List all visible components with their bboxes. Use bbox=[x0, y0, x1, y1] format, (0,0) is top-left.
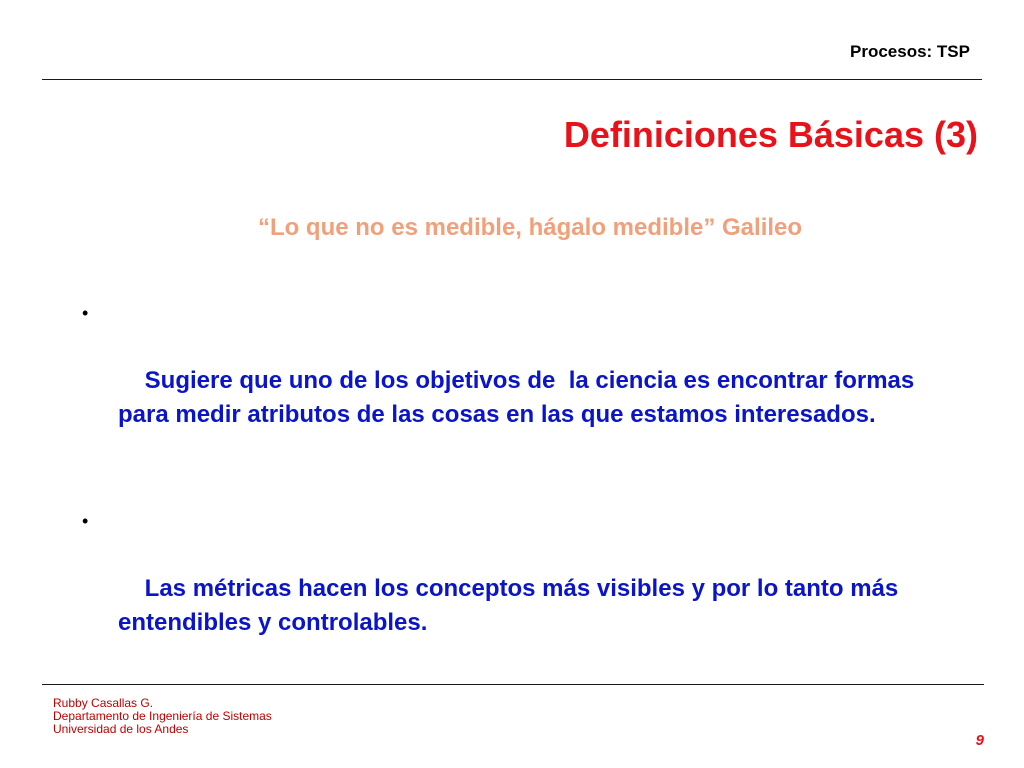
bullet-icon: • bbox=[82, 511, 89, 531]
bullet-text: Las métricas hacen los conceptos más visibles y por lo tanto más entendibles y controlables. bbox=[118, 575, 905, 636]
bullet-list bbox=[80, 296, 960, 712]
footer-author: Rubby Casallas G. bbox=[53, 696, 154, 710]
slide-title: Definiciones Básicas (3) bbox=[563, 114, 978, 155]
bullet-item bbox=[80, 296, 960, 466]
bullet-text: Sugiere que uno de los objetivos de la ciencia es encontrar formas para medir atributos de las cosas en las que estamos interesados. bbox=[118, 367, 921, 428]
page-number: 9 bbox=[975, 732, 984, 749]
footer-credit bbox=[53, 697, 272, 736]
galileo-quote: “Lo que no es medible, hágalo medible” Galileo bbox=[257, 214, 803, 241]
section-label: Procesos: TSP bbox=[850, 42, 970, 61]
bottom-divider bbox=[42, 684, 984, 685]
footer-university: Universidad de los Andes bbox=[53, 722, 189, 736]
footer-department: Departamento de Ingeniería de Sistemas bbox=[53, 709, 272, 723]
bullet-item bbox=[80, 504, 960, 674]
top-divider bbox=[42, 79, 982, 80]
bullet-icon: • bbox=[82, 303, 89, 323]
